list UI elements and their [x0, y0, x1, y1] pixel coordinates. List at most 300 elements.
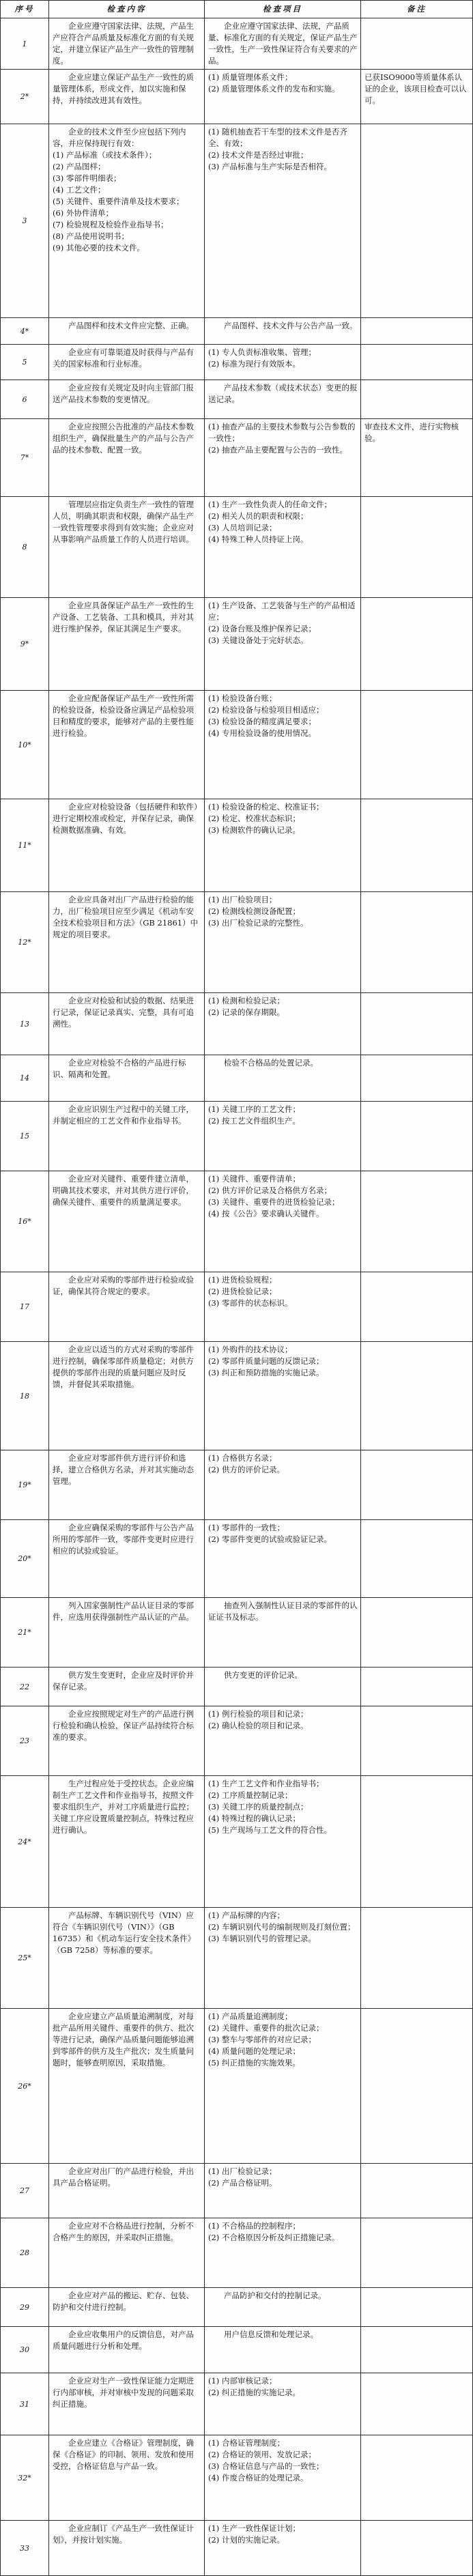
check-content-text: 生产过程应处于受控状态。企业应编制生产工艺文件和作业指导书，按照文件要求组织生产，并对工序质量进行监控；关键工序应设置质量控制点，特殊过程应进行确认。: [53, 1779, 194, 1835]
check-item: 检验不合格品的处置记录。: [224, 1058, 318, 1068]
check-content-text: 企业应建立产品质量追溯制度，对每批产品所用关键件、重要件的供方、批次等进行记录，确保产品质量问题能够追溯到零部件的供方及生产批次；发生质量问题时，能够查明原因，采取措施。: [53, 2012, 194, 2067]
row-number-cell: [1, 598, 49, 690]
row-number-cell: [1, 1598, 49, 1667]
row-number: 7*: [20, 453, 29, 462]
check-content-text: 企业应对检验不合格的产品进行标识、隔离和处置。: [53, 1058, 186, 1079]
table-row: [1, 2327, 472, 2373]
check-items-cell: [205, 1055, 361, 1101]
check-item: (1) 检测和检验记录；: [208, 996, 285, 1005]
check-content-text: (9) 其他必要的技术文件。: [53, 243, 145, 253]
check-item: (1) 随机抽查若干车型的技术文件是否齐全、有效；: [208, 127, 347, 148]
check-item: (2) 按工艺文件组织生产。: [208, 1116, 300, 1126]
check-items-cell: [205, 419, 361, 496]
check-content-text: 企业应具备对出厂产品进行检验的能力，出厂检验项目应至少满足《机动车安全技术检验项目和方法》（GB 21861）中规定的项目要求。: [53, 895, 199, 939]
row-number-cell: [1, 1171, 49, 1272]
check-content-text: 企业应对零部件供方进行评价和选择，建立合格供方名录，并对其实施动态管理。: [53, 1453, 194, 1486]
table-header: [1, 1, 472, 18]
remark-cell: [361, 1171, 472, 1272]
table-row: [1, 1450, 472, 1520]
check-content-text: 管理层应指定负责生产一致性的管理人员，明确其职责和权限，确保产品生产一致性管理要求得到有效实施；企业应对从事影响产品质量工作的人员进行培训。: [53, 500, 194, 544]
table-row: [1, 892, 472, 993]
check-item: (2) 合格证的领用、发放记录；: [208, 2450, 316, 2459]
remark-cell: [361, 1668, 472, 1706]
check-content-text: 企业的技术文件至少应包括下列内容，并应保持现行有效：: [53, 127, 186, 148]
remark-cell: [361, 1102, 472, 1171]
check-content-cell: [49, 380, 205, 418]
row-number: 10*: [18, 740, 31, 749]
check-content-cell: [49, 598, 205, 690]
row-number-cell: [1, 1520, 49, 1597]
remark-cell: [361, 2435, 472, 2520]
check-content-text: 列入国家强制性产品认证目录的零部件，应选用获得强制性产品认证的产品。: [53, 1601, 194, 1622]
check-items-cell: [205, 2164, 361, 2218]
row-number: 4*: [20, 326, 29, 336]
check-content-text: 企业应按照公告批准的产品技术参数组织生产，确保批量生产的产品与公告产品的技术参数、配置一致。: [53, 422, 194, 455]
check-item: (2) 进货检验记录；: [208, 1287, 277, 1296]
row-number-cell: [1, 318, 49, 344]
header-no: 序号: [1, 1, 49, 18]
check-item: (3) 关键工序的质量控制点；: [208, 1802, 309, 1812]
remark-cell: [361, 1908, 472, 2008]
check-content-cell: [49, 993, 205, 1055]
row-number-cell: [1, 1908, 49, 2008]
remark-cell: [361, 2288, 472, 2326]
row-number: 12*: [18, 938, 31, 947]
row-number-cell: [1, 1102, 49, 1171]
remark-cell: [361, 18, 472, 69]
remark-cell: [361, 345, 472, 380]
remark-cell: [361, 2521, 472, 2575]
check-item: (1) 检验设备台账；: [208, 693, 277, 703]
check-item: (1) 出厂检验记录；: [208, 2166, 277, 2176]
check-item: (5) 生产现场与工艺文件的符合性。: [208, 1825, 332, 1835]
check-items-cell: [205, 691, 361, 799]
check-items-cell: [205, 892, 361, 992]
table-row: [1, 2521, 472, 2575]
check-item: (1) 专人负责标准收集、管理；: [208, 347, 316, 357]
check-item: (2) 设备台账及维护保养记录；: [208, 624, 316, 633]
remark-cell: [361, 2009, 472, 2163]
check-item: (2) 抽查产品主要配置与公告的一致性。: [208, 445, 347, 455]
check-content-text: (2) 产品图样；: [53, 162, 106, 171]
check-content-text: 企业应对检验设备（包括硬件和软件）进行定期校准或检定，并保存记录，确保检测数据准确、有效。: [53, 802, 198, 835]
check-content-text: 企业应按照规定对生产的产品进行例行检验和确认检验，保证产品持续符合标准的要求。: [53, 1709, 194, 1742]
check-item: 产品图样、技术文件与公告产品一致。: [224, 321, 358, 330]
row-number: 24*: [18, 1837, 31, 1846]
check-item: 供方变更的评价记录。: [224, 1670, 302, 1680]
row-number-cell: [1, 2327, 49, 2373]
row-number: 14: [20, 1074, 29, 1083]
check-item: (1) 产品标牌的内容；: [208, 1910, 285, 1920]
check-content-text: (3) 零部件明细表；: [53, 173, 121, 183]
check-item: 企业应遵守国家法律、法规，产品质量、标准化方面的有关规定，保证产品生产一致性，生产一致性保证符合有关要求的产品。: [208, 21, 358, 66]
check-content-cell: [49, 892, 205, 992]
check-content-text: 企业应对不合格品进行控制，分析不合格产生的原因，并采取纠正措施。: [53, 2221, 194, 2242]
check-content-text: 企业应收集用户的反馈信息，对产品质量问题进行分析和处理。: [53, 2330, 194, 2351]
check-item: (4) 特殊工种人员持证上岗。: [208, 534, 309, 544]
row-number-cell: [1, 1272, 49, 1341]
check-items-cell: [205, 318, 361, 344]
row-number: 1: [22, 39, 27, 48]
check-items-cell: [205, 2327, 361, 2373]
check-item: (2) 供方的评价记录。: [208, 1465, 285, 1474]
row-number-cell: [1, 2218, 49, 2287]
check-item: 产品防护和交付的控制记录。: [224, 2291, 326, 2300]
row-number: 8: [22, 543, 27, 552]
check-content-text: 企业应识别生产过程中的关键工序，并制定相应的工艺文件和作业指导书。: [53, 1104, 194, 1126]
remark-cell: [361, 419, 472, 496]
check-content-cell: [49, 18, 205, 69]
check-content-cell: [49, 691, 205, 799]
row-number-cell: [1, 2521, 49, 2575]
check-item: (1) 检验设备的检定、校准证书；: [208, 802, 324, 812]
table-row: [1, 497, 472, 598]
check-item: (1) 关键件、重要件清单；: [208, 1174, 300, 1184]
check-item: (3) 合格证信息与产品的一致性；: [208, 2461, 324, 2471]
row-number-cell: [1, 497, 49, 597]
check-item: (2) 确认检验的项目和记录。: [208, 1721, 309, 1730]
check-content-cell: [49, 1908, 205, 2008]
remark-text: 已获ISO9000等质量体系认证的企业，该项目检查可以认可。: [364, 72, 467, 105]
table-row: [1, 1342, 472, 1450]
row-number-cell: [1, 1342, 49, 1450]
check-item: (1) 生产工艺文件和作业指导书；: [208, 1779, 324, 1788]
remark-cell: [361, 892, 472, 992]
table-row: [1, 1668, 472, 1706]
remark-cell: [361, 497, 472, 597]
remark-cell: [361, 2327, 472, 2373]
check-content-cell: [49, 2373, 205, 2435]
table-row: [1, 1171, 472, 1272]
remark-cell: [361, 1598, 472, 1667]
check-item: (1) 生产一致性负责人的任命文件；: [208, 500, 332, 509]
check-item: (1) 内部审核记录；: [208, 2376, 277, 2386]
table-row: [1, 2435, 472, 2521]
check-content-cell: [49, 2288, 205, 2326]
table-row: [1, 1520, 472, 1598]
check-content-text: (4) 工艺文件；: [53, 185, 106, 195]
check-content-cell: [49, 2521, 205, 2575]
check-items-cell: [205, 1598, 361, 1667]
check-item: (1) 生产设备、工艺装备与生产的产品相适应；: [208, 601, 356, 622]
check-item: (1) 外购件的技术协议；: [208, 1345, 293, 1354]
header-remark: 备注: [407, 4, 427, 14]
check-content-text: 供方发生变更时，企业应及时评价并保存记录。: [53, 1670, 194, 1691]
remark-cell: [361, 1706, 472, 1775]
remark-cell: [361, 318, 472, 344]
remark-cell: [361, 124, 472, 317]
check-item: (1) 零部件的一致性；: [208, 1523, 285, 1532]
row-number: 9*: [20, 640, 29, 648]
table-row: [1, 419, 472, 497]
row-number: 22: [20, 1682, 29, 1691]
check-item: 产品技术参数（或技术状态）变更的报送记录。: [208, 383, 358, 404]
check-content-cell: [49, 1342, 205, 1450]
check-item: 用户信息反馈和处理记录。: [224, 2330, 318, 2339]
table-row: [1, 18, 472, 70]
check-item: (5) 纠正措施的实施效果。: [208, 2058, 300, 2067]
check-item: (3) 出厂检验记录的完整性。: [208, 918, 309, 928]
remark-cell: [361, 1272, 472, 1341]
row-number: 32*: [18, 2473, 31, 2482]
check-item: (3) 产品标准与生产实际是否相符。: [208, 162, 332, 171]
row-number: 11*: [18, 841, 31, 850]
row-number-cell: [1, 1706, 49, 1775]
check-item: (3) 人员培训记录；: [208, 523, 277, 532]
row-number: 20*: [18, 1554, 31, 1563]
row-number-cell: [1, 2373, 49, 2435]
check-items-cell: [205, 1706, 361, 1775]
check-item: (3) 检测软件的确认记录。: [208, 825, 300, 835]
check-content-text: (6) 外协件清单；: [53, 208, 113, 218]
check-content-text: 产品图样和技术文件应完整、正确。: [68, 321, 194, 330]
check-item: (2) 技术文件是否经过审批；: [208, 150, 309, 160]
check-item: (3) 纠正和预防措施的实施记录。: [208, 1368, 324, 1377]
check-item: (4) 质量问题的处理记录；: [208, 2046, 300, 2056]
table-row: [1, 799, 472, 892]
check-content-text: (5) 关键件、重要件清单及技术要求；: [53, 197, 184, 206]
remark-cell: [361, 993, 472, 1055]
check-content-text: 企业应建立《合格证》管理制度，确保《合格证》的印制、领用、发放和使用受控，合格证信息与产品一致。: [53, 2438, 194, 2471]
row-number-cell: [1, 2288, 49, 2326]
row-number: 23: [20, 1736, 29, 1745]
remark-cell: [361, 70, 472, 124]
check-content-text: 企业应对关键件、重要件建立清单，明确其技术要求，并对其供方进行评价，确保关键件、重要件的质量满足要求。: [53, 1174, 194, 1207]
table-row: [1, 124, 472, 318]
remark-cell: [361, 598, 472, 690]
row-number-cell: [1, 124, 49, 317]
row-number: 21*: [18, 1628, 31, 1637]
check-content-cell: [49, 318, 205, 344]
remark-cell: [361, 799, 472, 891]
row-number-cell: [1, 1668, 49, 1706]
row-number: 27: [20, 2186, 29, 2195]
check-content-cell: [49, 2164, 205, 2218]
check-item: (2) 检测线检测设备配置；: [208, 906, 300, 916]
row-number-cell: [1, 2164, 49, 2218]
check-content-cell: [49, 2435, 205, 2520]
row-number: 18: [20, 1391, 29, 1401]
check-items-cell: [205, 124, 361, 317]
table-row: [1, 380, 472, 419]
row-number-cell: [1, 1450, 49, 1519]
check-item: (3) 检验设备的精度满足要求；: [208, 717, 316, 726]
check-item: (3) 整车与零部件的对应记录；: [208, 2035, 316, 2044]
check-items-cell: [205, 345, 361, 380]
check-content-cell: [49, 1520, 205, 1597]
table-row: [1, 345, 472, 380]
check-item: (1) 出厂检验项目；: [208, 895, 277, 904]
check-items-cell: [205, 18, 361, 69]
row-number-cell: [1, 18, 49, 69]
check-content-cell: [49, 2218, 205, 2287]
check-item: (1) 进货检验规程；: [208, 1275, 277, 1285]
header-items: 检查项目: [205, 1, 361, 18]
check-content-cell: [49, 1776, 205, 1907]
table-row: [1, 1272, 472, 1342]
table-row: [1, 598, 472, 691]
remark-cell: [361, 1520, 472, 1597]
check-items-cell: [205, 1171, 361, 1272]
table-row: [1, 2373, 472, 2435]
table-row: [1, 1706, 472, 1776]
check-items-cell: [205, 1272, 361, 1341]
remark-cell: [361, 1776, 472, 1907]
row-number: 31: [20, 2399, 29, 2409]
check-item: (3) 车辆识别代号的管理记录。: [208, 1934, 316, 1943]
row-number: 17: [20, 1302, 29, 1311]
check-item: (2) 供方评价记录及合格供方名录；: [208, 1186, 332, 1195]
check-item: (1) 生产一致性保证计划；: [208, 2523, 300, 2533]
check-items-cell: [205, 2009, 361, 2163]
row-number: 28: [20, 2248, 29, 2257]
check-content-cell: [49, 1055, 205, 1101]
check-items-cell: [205, 1342, 361, 1450]
table-row: [1, 1055, 472, 1102]
check-items-cell: [205, 497, 361, 597]
row-number-cell: [1, 1055, 49, 1101]
row-number-cell: [1, 993, 49, 1055]
check-item: (2) 关键件、重要件的批次记录；: [208, 2023, 324, 2033]
check-item: (4) 专用检验设备的使用情况。: [208, 728, 316, 738]
check-item: (2) 产品合格证明。: [208, 2178, 277, 2188]
row-number-cell: [1, 419, 49, 496]
table-body: [1, 18, 472, 2575]
check-item: (2) 车辆识别代号的编制规则及打刻位置；: [208, 1922, 356, 1932]
remark-cell: [361, 691, 472, 799]
table-row: [1, 1102, 472, 1171]
check-content-cell: [49, 1706, 205, 1775]
check-content-cell: [49, 419, 205, 496]
row-number: 33: [20, 2543, 29, 2553]
check-items-cell: [205, 380, 361, 418]
table-row: [1, 1598, 472, 1668]
remark-cell: [361, 380, 472, 418]
table-row: [1, 70, 472, 124]
check-content-text: 企业应对检验和试验的数据、结果进行记录，保证记录真实、完整，具有可追溯性。: [53, 996, 194, 1029]
check-content-text: 企业应遵守国家法律、法规，产品生产应符合产品质量及标准化方面的有关规定，并建立保证产品生产一致性的管理制度。: [53, 21, 194, 66]
row-number-cell: [1, 2435, 49, 2520]
check-items-cell: [205, 1102, 361, 1171]
check-item: (1) 合格供方名录；: [208, 1453, 277, 1463]
check-item: (1) 产品质量追溯制度；: [208, 2012, 293, 2021]
remark-cell: [361, 1450, 472, 1519]
check-item: (1) 抽查产品的主要技术参数与公告参数的一致性；: [208, 422, 356, 443]
check-items-cell: [205, 1520, 361, 1597]
row-number-cell: [1, 691, 49, 799]
remark-cell: [361, 1342, 472, 1450]
check-content-text: (7) 检验规程及检验作业指导书；: [53, 220, 169, 229]
check-content-text: 企业应以适当的方式对采购的零部件进行控制，确保零部件质量稳定；对供方提供的零部件出现的质量问题应及时反馈，并督促其采取措施。: [53, 1345, 194, 1389]
row-number: 6: [22, 395, 27, 404]
check-items-cell: [205, 993, 361, 1055]
check-item: (2) 检验设备与检验项目相适应；: [208, 705, 324, 715]
check-items-cell: [205, 2218, 361, 2287]
check-content-text: 企业应对出厂的产品进行检验，并出具产品合格证明。: [53, 2166, 194, 2188]
table-row: [1, 318, 472, 345]
row-number: 5: [22, 358, 27, 367]
check-item: (2) 记录的保存期限。: [208, 1007, 285, 1017]
check-item: (1) 关键工序的工艺文件；: [208, 1104, 300, 1114]
check-content-text: 企业应对采购的零部件进行检验或验证，确保其符合规定的要求。: [53, 1275, 194, 1296]
check-item: (1) 例行检验的项目和记录；: [208, 1709, 309, 1719]
table-row: [1, 2164, 472, 2218]
check-items-cell: [205, 1450, 361, 1519]
check-items-cell: [205, 799, 361, 891]
table-row: [1, 1776, 472, 1908]
remark-cell: [361, 2373, 472, 2435]
check-content-cell: [49, 1598, 205, 1667]
check-items-cell: [205, 2435, 361, 2520]
check-items-cell: [205, 1776, 361, 1907]
row-number-cell: [1, 1776, 49, 1907]
check-item: (3) 关键设备处于完好状态。: [208, 635, 309, 645]
check-content-text: 产品标牌、车辆识别代号（VIN）应符合《车辆识别代号（VIN）》（GB 16735）和《机动车运行安全技术条件》（GB 7258）等标准的要求。: [53, 1910, 196, 1955]
check-items-cell: [205, 2288, 361, 2326]
row-number: 29: [20, 2302, 29, 2312]
check-item: (2) 计划的实施记录。: [208, 2535, 285, 2545]
remark-cell: [361, 2218, 472, 2287]
check-content-cell: [49, 70, 205, 124]
row-number: 26*: [18, 2081, 31, 2091]
row-number: 25*: [18, 1954, 31, 1962]
check-content-cell: [49, 799, 205, 891]
check-content-text: 企业应建立保证产品生产一致性的质量管理体系，形成文件，加以实施和保持，并持续改进其有效性。: [53, 72, 194, 105]
check-content-cell: [49, 124, 205, 317]
table-row: [1, 691, 472, 799]
check-content-cell: [49, 1668, 205, 1706]
row-number: 16*: [18, 1217, 31, 1226]
check-item: (2) 标准为现行有效版本。: [208, 359, 300, 369]
check-content-text: (8) 产品使用说明书；: [53, 231, 129, 241]
check-item: (2) 不合格原因分析及纠正措施记录。: [208, 2233, 340, 2242]
check-content-cell: [49, 1171, 205, 1272]
check-content-text: 企业应制订《产品生产一致性保证计划》，并按计划实施。: [53, 2523, 194, 2545]
check-content-cell: [49, 345, 205, 380]
check-items-cell: [205, 70, 361, 124]
check-content-text: 企业应对产品的搬运、贮存、包装、防护和交付进行控制。: [53, 2291, 194, 2312]
check-item: (2) 相关人员的职责和权限；: [208, 511, 309, 521]
check-content-text: 企业应确保采购的零部件与公告产品所用的零部件一致，零部件变更时应进行相应的试验或验证。: [53, 1523, 194, 1556]
table-row: [1, 993, 472, 1055]
check-content-text: 企业应有可靠渠道及时获得与产品有关的国家标准和行业标准。: [53, 347, 194, 369]
table-row: [1, 1908, 472, 2009]
row-number-cell: [1, 345, 49, 380]
check-item: (4) 作废合格证的处理记录。: [208, 2473, 309, 2482]
check-item: (2) 检定、校准状态标识；: [208, 814, 300, 823]
remark-cell: [361, 2164, 472, 2218]
check-item: (4) 按《公告》要求确认关键件。: [208, 1209, 324, 1218]
check-items-cell: [205, 2373, 361, 2435]
row-number: 19*: [18, 1480, 31, 1489]
table-row: [1, 2009, 472, 2164]
check-item: (4) 特殊过程的确认记录；: [208, 1814, 300, 1823]
check-item: (2) 零部件变更的试验或验证记录。: [208, 1534, 332, 1544]
check-content-cell: [49, 1450, 205, 1519]
table-row: [1, 2218, 472, 2288]
check-items-cell: [205, 1908, 361, 2008]
row-number: 3: [22, 216, 27, 225]
row-number-cell: [1, 799, 49, 891]
check-content-text: (1) 产品标准（或技术条件）；: [53, 150, 157, 160]
check-items-cell: [205, 1668, 361, 1706]
check-content-cell: [49, 497, 205, 597]
check-content-cell: [49, 2327, 205, 2373]
row-number: 2*: [20, 92, 29, 101]
check-content-cell: [49, 2009, 205, 2163]
check-item: (2) 质量管理体系文件的发布和实施。: [208, 84, 340, 94]
check-items-cell: [205, 598, 361, 690]
